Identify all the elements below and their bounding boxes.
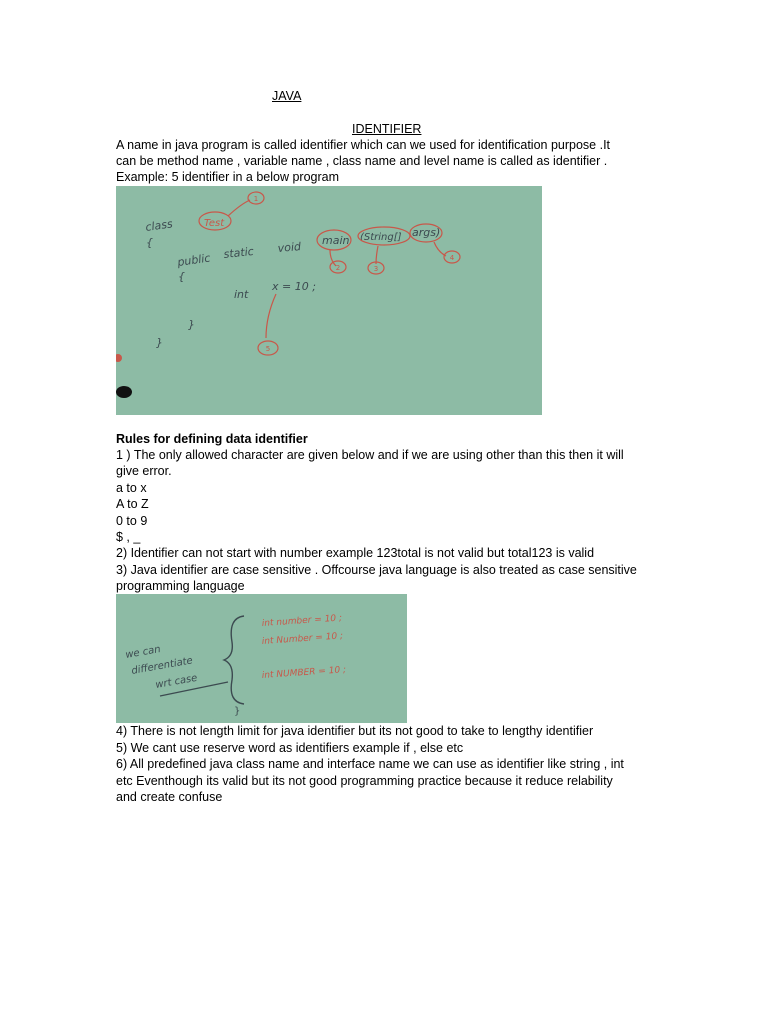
case-line: int Number = 10 ; bbox=[261, 631, 344, 647]
whiteboard-drawing-1 bbox=[116, 186, 542, 415]
code-word: public bbox=[176, 251, 212, 269]
code-word: { bbox=[178, 270, 185, 283]
rules-heading: Rules for defining data identifier bbox=[116, 432, 308, 446]
code-word: main bbox=[322, 234, 350, 247]
rule-line: 3) Java identifier are case sensitive . Offcourse java language is also treated as case sensitive bbox=[116, 563, 637, 577]
intro-line: can be method name , variable name , class name and level name is called as identifier . bbox=[116, 154, 608, 168]
code-word: args) bbox=[412, 226, 441, 239]
marker-label: 1 bbox=[253, 195, 259, 203]
allowed-char-line: 0 to 9 bbox=[116, 514, 148, 528]
rule-line: etc Eventhough its valid but its not good programming practice because it reduce relability bbox=[116, 774, 613, 788]
allowed-char-line: $ , _ bbox=[116, 530, 141, 544]
intro-line: Example: 5 identifier in a below program bbox=[116, 170, 340, 184]
code-word: (String[] bbox=[360, 232, 402, 243]
allowed-char-line: a to x bbox=[116, 481, 147, 495]
rule-line: programming language bbox=[116, 579, 245, 593]
rule-line: 2) Identifier can not start with number example 123total is not valid but total123 is valid bbox=[116, 546, 595, 560]
code-word: { bbox=[146, 236, 153, 249]
code-word: static bbox=[222, 244, 255, 261]
code-word: void bbox=[277, 240, 302, 255]
code-word: } bbox=[156, 336, 163, 349]
allowed-char-line: A to Z bbox=[116, 497, 149, 511]
code-word: int bbox=[234, 288, 249, 301]
rule-line: 1 ) The only allowed character are given below and if we are using other than this then it will bbox=[116, 448, 624, 462]
note-line: we can bbox=[124, 643, 162, 661]
note-line: wrt case bbox=[154, 672, 199, 691]
svg-text:}: } bbox=[234, 706, 241, 717]
code-word: } bbox=[188, 318, 195, 331]
rule-line: and create confuse bbox=[116, 790, 223, 804]
whiteboard-photo-1 bbox=[116, 186, 542, 415]
note-line: differentiate bbox=[130, 655, 194, 677]
code-word: class bbox=[144, 217, 174, 234]
whiteboard-drawing-2 bbox=[116, 594, 407, 723]
case-line: int NUMBER = 10 ; bbox=[261, 665, 347, 681]
code-word: x = 10 ; bbox=[272, 280, 316, 293]
code-word: Test bbox=[204, 218, 225, 229]
doc-subtitle: IDENTIFIER bbox=[352, 122, 422, 136]
rule-line: 6) All predefined java class name and interface name we can use as identifier like string , int bbox=[116, 757, 624, 771]
case-line: int number = 10 ; bbox=[261, 613, 343, 629]
rule-line: 4) There is not length limit for java identifier but its not good to take to lengthy identifier bbox=[116, 724, 594, 738]
intro-line: A name in java program is called identifier which can we used for identification purpose .It bbox=[116, 138, 611, 152]
marker-label: 5 bbox=[265, 345, 271, 353]
rule-line: 5) We cant use reserve word as identifiers example if , else etc bbox=[116, 741, 464, 755]
marker-label: 3 bbox=[373, 265, 379, 273]
doc-title: JAVA bbox=[272, 89, 302, 103]
marker-label: 4 bbox=[449, 254, 455, 262]
rule-line: give error. bbox=[116, 464, 172, 478]
marker-label: 2 bbox=[335, 264, 341, 272]
whiteboard-photo-2 bbox=[116, 594, 407, 723]
